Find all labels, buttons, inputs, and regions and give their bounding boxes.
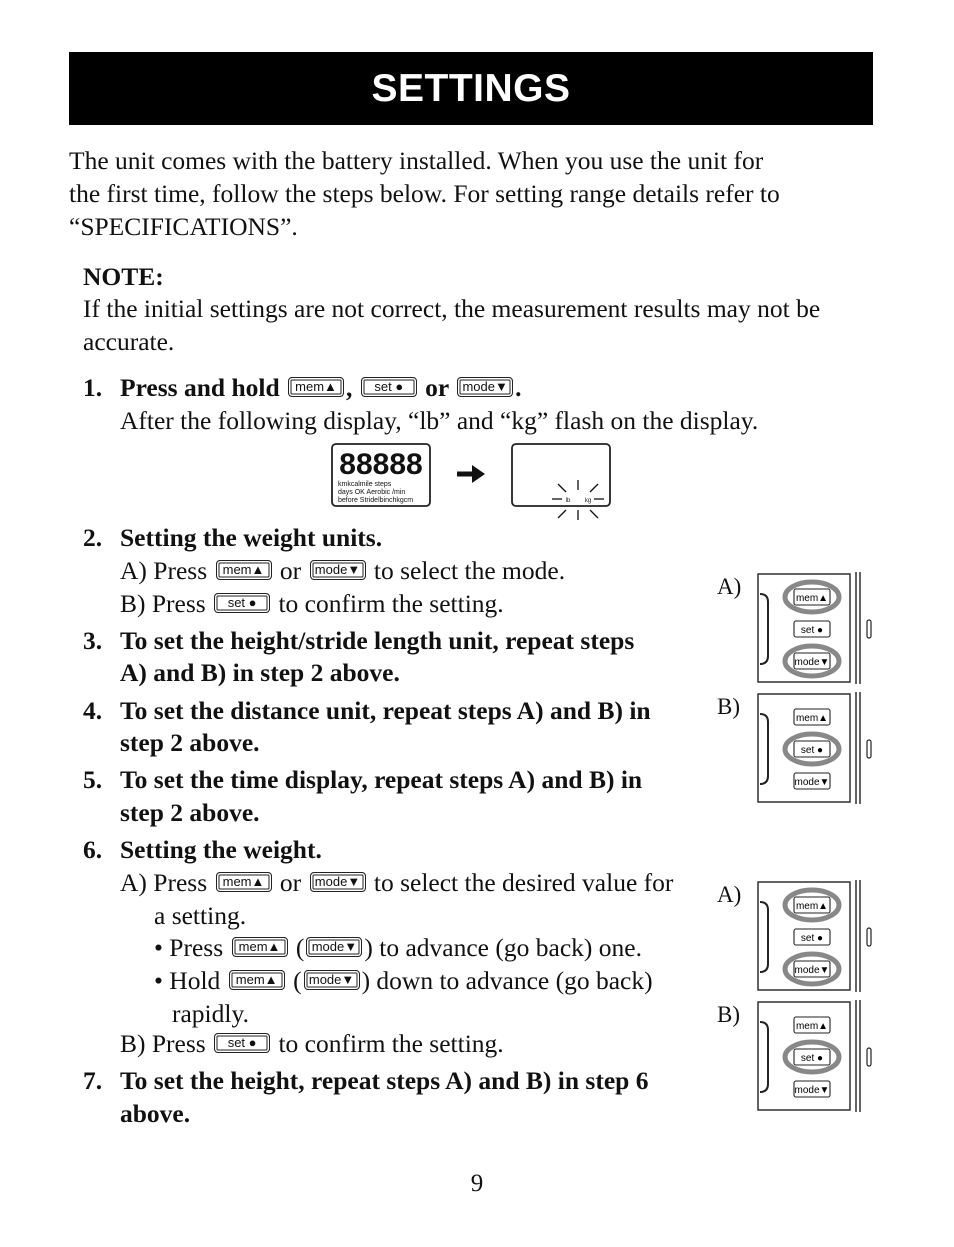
mode-key-icon: mode▼ (306, 937, 362, 957)
or-text: or (279, 556, 302, 585)
step-6-bullet-2 (154, 964, 653, 997)
step-6-a-prefix: A) Press (120, 868, 208, 897)
figure-label-b: B) (717, 694, 740, 719)
step-6-a (120, 866, 673, 899)
step-1-after: After the following display, “lb” and “kg” flash on the display. (120, 406, 759, 435)
page-title: SETTINGS (371, 66, 571, 110)
arrow-right-icon (457, 465, 485, 483)
flashing-units-display (512, 444, 610, 520)
step-2-a-prefix: A) Press (120, 556, 208, 585)
device-mode-key: mode▼ (794, 965, 830, 976)
paren-open: ( (295, 933, 305, 962)
figure-label-b-2: B) (717, 1002, 740, 1027)
step-1-number: 1. (83, 373, 103, 402)
step-6-b-suffix: to confirm the setting. (278, 1029, 504, 1058)
step-6-a-suffix: to select the desired value for (373, 868, 674, 897)
step-3-line-1: To set the height/stride length unit, repeat steps (120, 626, 635, 655)
set-key-icon: set ● (214, 1033, 270, 1053)
step-6-heading: Setting the weight. (120, 835, 322, 864)
step-6-b (120, 1027, 504, 1060)
device-figures (750, 570, 880, 1130)
step-6-number: 6. (83, 835, 103, 864)
step-4-number: 4. (83, 696, 103, 725)
bullet-2-prefix: • Hold (154, 966, 221, 995)
mem-key-icon: mem▲ (216, 560, 272, 580)
device-figure-step6-a (758, 880, 871, 992)
mem-key-icon: mem▲ (288, 377, 344, 397)
intro-line-2: the first time, follow the steps below. For setting range details refer to (69, 179, 780, 208)
step-3-number: 3. (83, 626, 103, 655)
mode-key-icon: mode▼ (304, 970, 360, 990)
figure-label-a: A) (717, 574, 742, 599)
bullet-1-prefix: • Press (154, 933, 224, 962)
lcd-digits: 88888 (339, 448, 423, 481)
comma: , (346, 373, 353, 402)
intro-line-1: The unit comes with the battery installed. When you use the unit for (69, 146, 764, 175)
step-6-b-prefix: B) Press (120, 1029, 206, 1058)
step-2-a (120, 554, 565, 587)
bullet-2-suffix: ) down to advance (go back) (361, 966, 653, 995)
step-1-instruction (120, 371, 522, 404)
page-number: 9 (470, 1170, 484, 1197)
device-mem-key: mem▲ (795, 593, 829, 604)
device-mem-key: mem▲ (795, 713, 829, 724)
mode-key-icon: mode▼ (457, 377, 513, 397)
device-set-key: set ● (800, 625, 824, 636)
step-6-bullet-2-cont: rapidly. (172, 999, 249, 1028)
step-2-number: 2. (83, 523, 103, 552)
step-2-b-suffix: to confirm the setting. (278, 589, 504, 618)
step-2-heading: Setting the weight units. (120, 523, 383, 552)
device-mode-key: mode▼ (794, 1085, 830, 1096)
unit-lb: lb (565, 498, 571, 504)
display-figure (330, 440, 620, 522)
device-figure-step2-a (758, 572, 871, 684)
note-line-2: accurate. (83, 327, 175, 356)
unit-kg: kg (584, 498, 592, 504)
period: . (515, 373, 522, 402)
step-2-a-suffix: to select the mode. (373, 556, 566, 585)
step-7-number: 7. (83, 1066, 103, 1095)
figure-label-a-2: A) (717, 882, 742, 907)
bullet-1-suffix: ) to advance (go back) one. (364, 933, 642, 962)
step-4-line-2: step 2 above. (120, 728, 260, 757)
lcd-row-1: kmkcalmile steps (338, 481, 392, 488)
device-mem-key: mem▲ (795, 1021, 829, 1032)
step-5-line-1: To set the time display, repeat steps A) and B) in (120, 765, 643, 794)
device-mode-key: mode▼ (794, 657, 830, 668)
step-7-line-1: To set the height, repeat steps A) and B) in step 6 (120, 1066, 649, 1095)
mem-key-icon: mem▲ (232, 937, 288, 957)
mode-key-icon: mode▼ (310, 560, 366, 580)
step-6-bullet-1 (154, 931, 642, 964)
step-5-line-2: step 2 above. (120, 798, 260, 827)
lcd-row-3: before Stridelbinchkgcm (338, 497, 414, 504)
mem-key-icon: mem▲ (229, 970, 285, 990)
step-5-number: 5. (83, 765, 103, 794)
set-key-icon: set ● (361, 377, 417, 397)
step-4-line-1: To set the distance unit, repeat steps A) and B) in (120, 696, 651, 725)
note-heading: NOTE: (83, 262, 164, 291)
step-6-a-cont: a setting. (154, 901, 247, 930)
step-1-lead: Press and hold (120, 373, 280, 402)
or-text: or (279, 868, 302, 897)
step-2-b-prefix: B) Press (120, 589, 206, 618)
paren-open: ( (293, 966, 302, 995)
device-mode-key: mode▼ (794, 777, 830, 788)
device-set-key: set ● (800, 745, 824, 756)
settings-banner (69, 52, 873, 125)
device-set-key: set ● (800, 1053, 824, 1064)
device-set-key: set ● (800, 933, 824, 944)
step-2-b (120, 587, 504, 620)
or-text: or (425, 373, 449, 402)
step-3-line-2: A) and B) in step 2 above. (120, 658, 400, 687)
set-key-icon: set ● (214, 593, 270, 613)
lcd-row-2: days OK Aerobic /min (338, 489, 406, 496)
step-7-line-2: above. (120, 1099, 191, 1128)
mem-key-icon: mem▲ (216, 872, 272, 892)
device-figure-step6-b (758, 1000, 871, 1112)
full-lcd-display (332, 444, 430, 506)
device-figure-step2-b (758, 692, 871, 804)
mode-key-icon: mode▼ (310, 872, 366, 892)
note-line-1: If the initial settings are not correct, the measurement results may not be (83, 294, 821, 323)
device-mem-key: mem▲ (795, 901, 829, 912)
intro-line-3: “SPECIFICATIONS”. (69, 212, 298, 241)
